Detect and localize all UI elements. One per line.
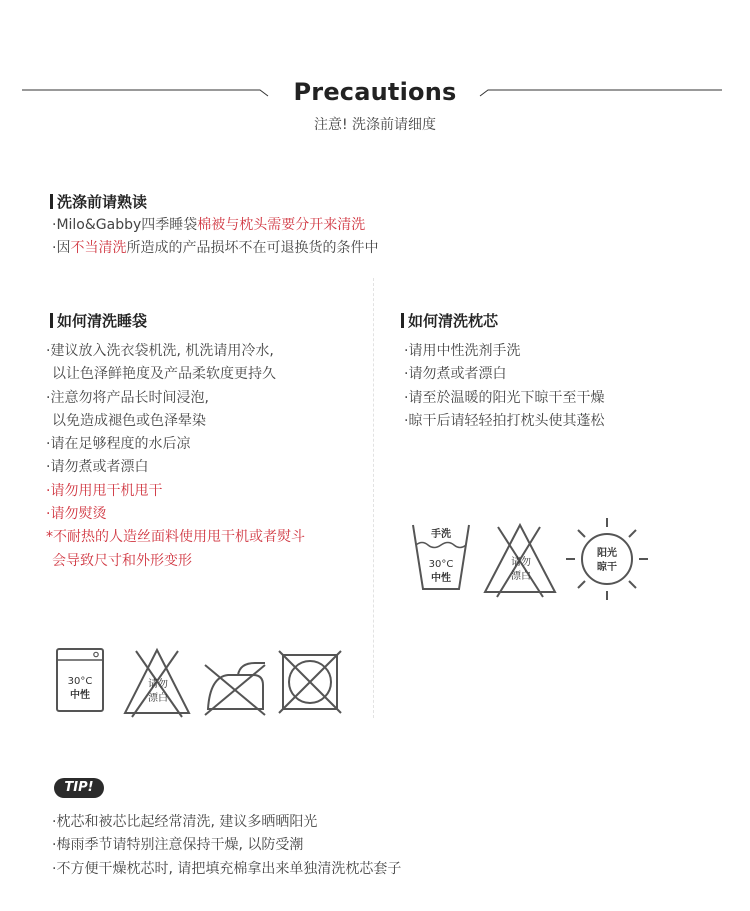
list-item: ·枕芯和被芯比起经常清洗, 建议多晒晒阳光 xyxy=(52,814,318,830)
no-bleach-label-2: 漂白 xyxy=(511,571,531,582)
read-before-line-2-suffix: 所造成的产品损坏不在可退换货的条件中 xyxy=(126,240,379,256)
pillow-list xyxy=(404,340,604,433)
list-item: ·请勿煮或者漂白 xyxy=(46,459,149,476)
sun-dry-icon xyxy=(566,518,648,600)
no-iron-icon xyxy=(205,663,265,715)
read-before-heading-text: 洗涤前请熟读 xyxy=(57,193,148,211)
no-bleach-label-2: 漂白 xyxy=(148,693,168,704)
pillow-care-icons xyxy=(405,515,650,605)
list-item: 以让色泽鲜艳度及产品柔软度更持久 xyxy=(52,366,276,383)
column-divider xyxy=(373,278,374,718)
heading-bar xyxy=(401,313,404,328)
list-item: 以免造成褪色或色泽晕染 xyxy=(52,412,206,429)
heading-bar xyxy=(50,194,53,209)
list-item-warning: 会导致尺寸和外形变形 xyxy=(52,552,192,569)
read-before-line-1-prefix: ·Milo&Gabby四季睡袋 xyxy=(52,217,198,233)
sleeping-bag-heading xyxy=(50,310,147,331)
list-item: ·晾干后请轻轻拍打枕头使其蓬松 xyxy=(404,412,605,429)
read-before-line-2-highlight: 不当清洗 xyxy=(70,240,127,256)
list-item: ·请勿煮或者漂白 xyxy=(404,366,507,383)
heading-bar xyxy=(50,313,53,328)
list-item: ·梅雨季节请特别注意保持干燥, 以防受潮 xyxy=(52,837,304,854)
hand-wash-icon xyxy=(413,525,469,589)
read-before-line-2-prefix: ·因 xyxy=(52,240,71,256)
list-item: ·请在足够程度的水后凉 xyxy=(46,436,191,453)
sleeping-bag-care-icons xyxy=(50,643,350,723)
list-item: ·不方便干燥枕芯时, 请把填充棉拿出来单独清洗枕芯套子 xyxy=(52,860,402,877)
no-bleach-label-1: 请勿 xyxy=(511,557,531,568)
pillow-heading xyxy=(401,310,498,331)
sun-dry-label-2: 晾干 xyxy=(597,562,617,573)
page-title: Precautions xyxy=(293,78,457,106)
list-item: ·请至於温暖的阳光下晾干至干燥 xyxy=(404,389,605,406)
read-before-line-2 xyxy=(52,237,378,260)
list-item: ·注意勿将产品长时间浸泡, xyxy=(46,389,209,406)
no-bleach-icon xyxy=(125,650,189,717)
no-bleach-label-1: 请勿 xyxy=(148,679,168,690)
sleeping-bag-list xyxy=(46,340,305,573)
read-before-heading xyxy=(50,191,147,212)
pillow-heading-text: 如何清洗枕芯 xyxy=(408,312,499,330)
page-subtitle: 注意! 洗涤前请细度 xyxy=(313,117,437,133)
washing-machine-icon xyxy=(57,649,103,711)
read-before-line-1 xyxy=(52,214,365,237)
no-tumble-dry-icon xyxy=(279,651,341,713)
tip-badge: TIP! xyxy=(54,778,104,798)
no-bleach-icon xyxy=(485,525,555,597)
read-before-line-1-highlight: 棉被与枕头需要分开来清洗 xyxy=(197,217,366,233)
list-item: ·请用中性洗剂手洗 xyxy=(404,343,521,359)
list-item: ·建议放入洗衣袋机洗, 机洗请用冷水, xyxy=(46,343,274,359)
hand-wash-temp: 30°C xyxy=(428,559,454,570)
list-item-warning: ·请勿熨烫 xyxy=(46,506,107,523)
sun-dry-label-1: 阳光 xyxy=(597,548,617,559)
machine-detergent-label: 中性 xyxy=(70,690,90,701)
machine-temp-label: 30°C xyxy=(67,676,93,687)
sleeping-bag-heading-text: 如何清洗睡袋 xyxy=(57,312,148,330)
hand-wash-label: 手洗 xyxy=(431,529,451,540)
list-item-warning: *不耐热的人造丝面料使用甩干机或者熨斗 xyxy=(46,529,305,546)
hand-wash-detergent: 中性 xyxy=(431,573,451,584)
tip-list xyxy=(52,811,401,881)
list-item-warning: ·请勿用甩干机甩干 xyxy=(46,482,163,499)
